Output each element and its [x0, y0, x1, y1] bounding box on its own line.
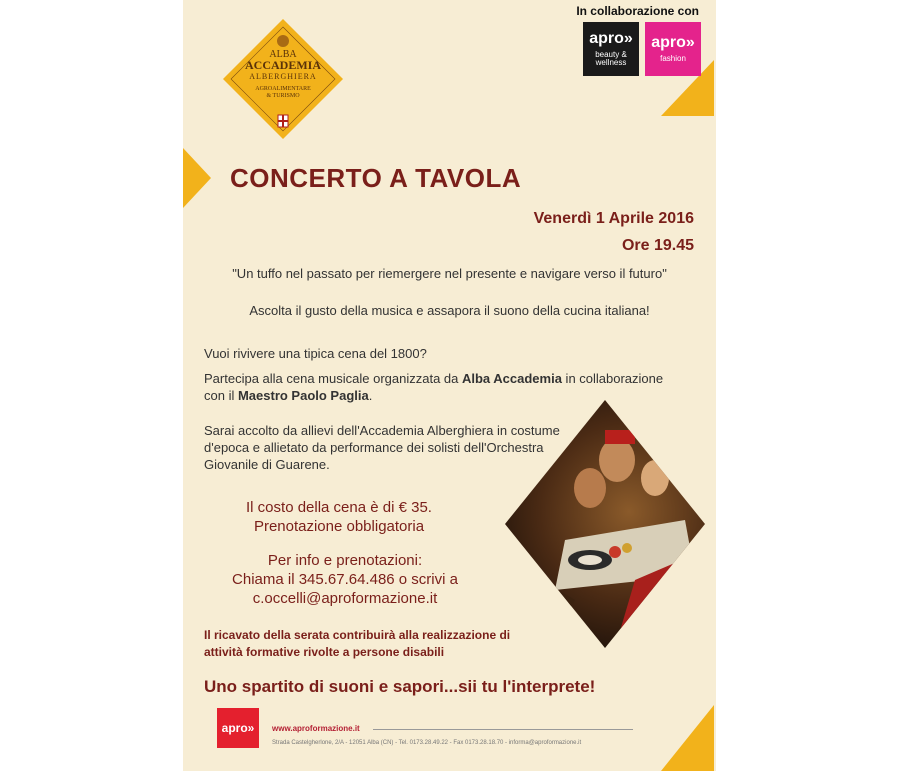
body-p2-c: in collaborazione — [561, 371, 664, 386]
body-p2-d: con il — [204, 388, 238, 403]
apro-fashion-name: apro» — [651, 34, 695, 51]
price-block — [219, 498, 459, 536]
body-p3-line1: Sarai accolto da allievi dell'Accademia Alberghiera in costume — [204, 423, 560, 438]
info-phone: Chiama il 345.67.64.486 o scrivi a — [232, 571, 458, 588]
charity-note — [204, 627, 544, 661]
event-datetime — [534, 205, 694, 259]
apro-fashion-sub: fashion — [660, 54, 686, 63]
bottom-right-gold-triangle — [661, 705, 716, 771]
footer-address: Strada Castelgherlone, 2/A - 12051 Alba (CN) - Tel. 0173.28.49.22 - Fax 0173.28.18.70 - informa@aproformazione.it — [272, 740, 582, 746]
logo-line-1: ALBA — [269, 49, 297, 60]
logo-line-3: ALBERGHIERA — [249, 72, 317, 81]
apro-fashion-logo — [645, 22, 701, 76]
event-title: CONCERTO A TAVOLA — [230, 163, 522, 193]
renaissance-banquet-painting — [505, 400, 716, 648]
body-p3-line2: d'epoca e allietato da performance dei solisti dell'Orchestra — [204, 440, 544, 455]
maestro-name: Maestro Paolo Paglia — [237, 388, 369, 403]
body-paragraph-participate — [204, 370, 663, 404]
logo-line-2: ACCADEMIA — [245, 58, 321, 72]
apro-beauty-logo — [583, 22, 639, 76]
footer-divider — [373, 729, 633, 730]
body-p2-a: Partecipa alla cena musicale organizzata da — [204, 371, 462, 386]
left-gold-triangle — [183, 148, 213, 208]
body-p2-f: . — [368, 388, 373, 403]
event-time: Ore 19.45 — [621, 237, 694, 254]
event-date: Venerdì 1 Aprile 2016 — [533, 210, 694, 227]
body-p3-line3: Giovanile di Guarene. — [204, 457, 330, 472]
collaboration-label: In collaborazione con — [576, 4, 699, 18]
reservation-required: Prenotazione obbligatoria — [253, 518, 425, 535]
logo-line-5: & TURISMO — [266, 93, 300, 99]
price-line: Il costo della cena è di € 35. — [246, 499, 432, 516]
charity-line2: attività formative rivolte a persone disabili — [204, 645, 445, 659]
info-email: c.occelli@aproformazione.it — [252, 590, 438, 607]
alba-accademia-logo — [223, 19, 343, 139]
info-title: Per info e prenotazioni: — [267, 552, 423, 569]
apro-beauty-name: apro» — [589, 30, 633, 47]
charity-line1: Il ricavato della serata contribuirà alla realizzazione di — [204, 628, 511, 642]
apro-footer-logo: apro» — [217, 708, 259, 748]
info-block — [205, 551, 485, 608]
quote-text: "Un tuffo nel passato per riemergere nel presente e navigare verso il futuro" — [232, 266, 667, 281]
tagline: Uno spartito di suoni e sapori...sii tu l'interprete! — [204, 677, 596, 696]
event-poster — [183, 0, 716, 771]
alba-accademia-name: Alba Accademia — [461, 371, 562, 386]
body-question: Vuoi rivivere una tipica cena del 1800? — [204, 346, 427, 361]
footer-url: www.aproformazione.it — [272, 724, 360, 733]
logo-line-4: AGROALIMENTARE — [255, 86, 311, 92]
slogan-text: Ascolta il gusto della musica e assapora il suono della cucina italiana! — [249, 303, 650, 318]
apro-beauty-sub: beauty & wellness — [595, 50, 627, 67]
